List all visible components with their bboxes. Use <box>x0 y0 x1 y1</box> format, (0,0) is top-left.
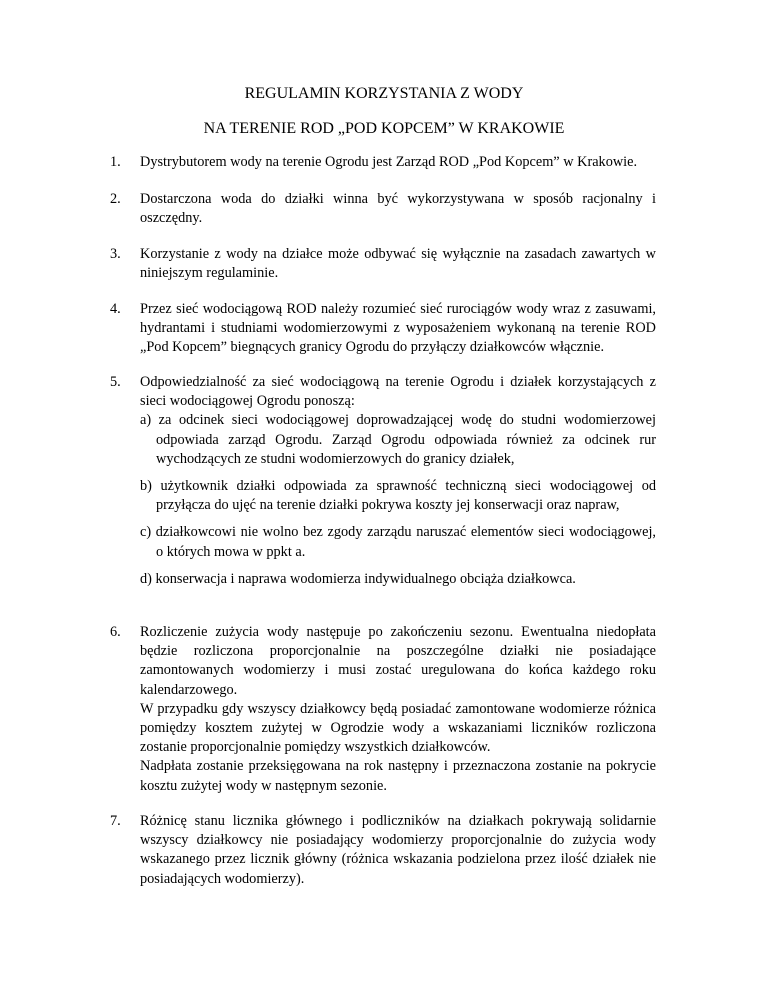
item-paragraph: Rozliczenie zużycia wody następuje po zakończeniu sezonu. Ewentualna niedopłata będzie rozliczona proporcjonalnie na poszczególne działki nie posiadające zamontowanych wodomierzy i musi zostać uregulowana do końca każdego roku kalendarzowego. <box>140 624 656 698</box>
sub-item-d <box>140 570 656 589</box>
regulation-item-6 <box>110 623 656 796</box>
sub-item-text: a) za odcinek sieci wodociągowej doprowadzającej wodę do studni wodomierzowej odpowiada zarząd Ogrodu. Zarząd Ogrodu odpowiada również za odcinek rur wychodzących ze studni wodomierzowych do granicy działek, <box>140 412 656 467</box>
regulation-item-7 <box>110 812 656 889</box>
item-text: Różnicę stanu licznika głównego i podliczników na działkach pokrywają solidarnie wszyscy działkowcy nie posiadający wodomierzy proporcjonalnie do zużycia wody wskazanego przez licznik główny (różnica wskazania podzielona przez ilość działek nie posiadających wodomierzy). <box>140 813 656 887</box>
item-text: Dostarczona woda do działki winna być wykorzystywana w sposób racjonalny i oszczędny. <box>140 191 656 227</box>
sub-item-a <box>140 411 656 469</box>
sub-item-text: d) konserwacja i naprawa wodomierza indywidualnego obciąża działkowca. <box>140 570 576 587</box>
item-paragraph: W przypadku gdy wszyscy działkowcy będą posiadać zamontowane wodomierze różnica pomiędzy kosztem zużytej w Ogrodzie wody a wskazaniami liczników rozliczona zostanie proporcjonalnie pomiędzy wszystkich działkowców. <box>140 700 656 756</box>
sub-item-text: c) działkowcowi nie wolno bez zgody zarządu naruszać elementów sieci wodociągowej, o których mowa w ppkt a. <box>140 524 656 560</box>
item-paragraph: Nadpłata zostanie przeksięgowana na rok następny i przeznaczona zostanie na pokrycie kosztu zużytej wody w następnym sezonie. <box>140 758 656 794</box>
item-number: 2. <box>110 191 121 207</box>
regulation-item-4 <box>110 300 656 358</box>
document-title-line-1: REGULAMIN KORZYSTANIA Z WODY <box>244 85 524 102</box>
item-number: 5. <box>110 374 121 390</box>
sub-item-c <box>140 523 656 561</box>
document-title-line-2: NA TERENIE ROD „POD KOPCEM” W KRAKOWIE <box>203 120 565 137</box>
item-number: 6. <box>110 624 121 640</box>
sub-item-text: b) użytkownik działki odpowiada za sprawność techniczną sieci wodociągowej od przyłącza do ujęć na terenie działki pokrywa koszty jej konserwacji oraz napraw, <box>140 478 656 514</box>
regulation-item-1 <box>110 153 656 172</box>
item-text: Przez sieć wodociągową ROD należy rozumieć sieć rurociągów wody wraz z zasuwami, hydrantami i studniami wodomierzowymi z wyposażeniem wykonaną na terenie ROD „Pod Kopcem” biegnących granicy Ogrodu do przyłączy działkowców włącznie. <box>140 301 656 356</box>
item-number: 3. <box>110 246 121 262</box>
regulation-item-5 <box>110 373 656 589</box>
item-number: 4. <box>110 301 121 317</box>
item-text: Dystrybutorem wody na terenie Ogrodu jest Zarząd ROD „Pod Kopcem” w Krakowie. <box>140 154 638 170</box>
item-number: 7. <box>110 813 121 829</box>
item-intro: Odpowiedzialność za sieć wodociągową na terenie Ogrodu i działek korzystających z sieci wodociągowej Ogrodu ponoszą: <box>140 374 656 410</box>
regulation-item-3 <box>110 245 656 283</box>
sub-item-b <box>140 477 656 515</box>
item-text: Korzystanie z wody na działce może odbywać się wyłącznie na zasadach zawartych w niniejszym regulaminie. <box>140 246 656 282</box>
regulation-item-2 <box>110 190 656 228</box>
item-number: 1. <box>110 154 121 170</box>
